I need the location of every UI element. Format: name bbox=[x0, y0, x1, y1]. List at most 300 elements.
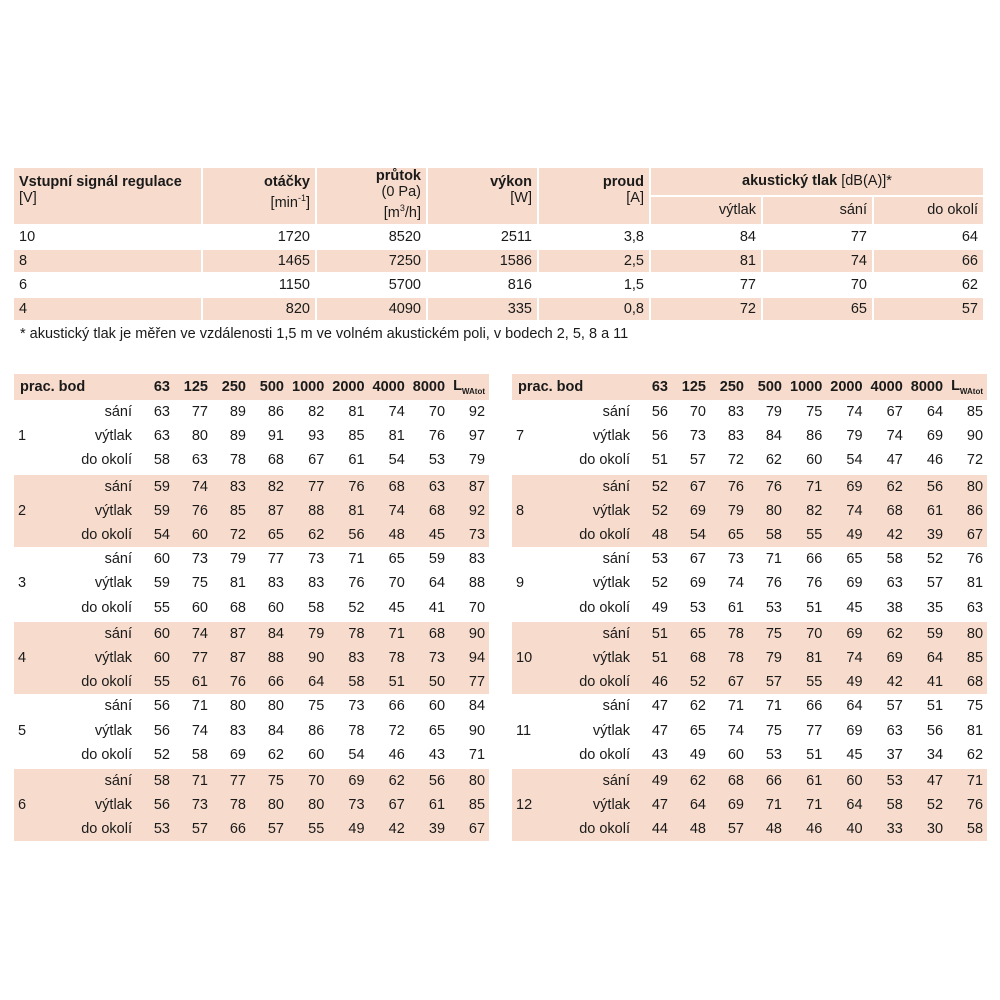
octave-header-band: 4000 bbox=[867, 374, 907, 400]
performance-row bbox=[14, 274, 986, 296]
performance-cell-flow: 7250 bbox=[317, 250, 426, 272]
octave-value: 83 bbox=[308, 575, 325, 592]
octave-value: 53 bbox=[428, 452, 446, 469]
octave-row-label: výtlak bbox=[60, 793, 136, 817]
octave-row bbox=[14, 424, 489, 448]
performance-cell-amp: 3,8 bbox=[623, 229, 644, 245]
performance-cell-vytlak: 81 bbox=[651, 250, 761, 272]
octave-value: 46 bbox=[926, 452, 944, 469]
octave-value: 37 bbox=[886, 746, 903, 763]
performance-cell-sani: 77 bbox=[850, 229, 867, 245]
octave-value: 66 bbox=[748, 767, 786, 793]
octave-row-label: do okolí bbox=[579, 746, 630, 763]
octave-value: 78 bbox=[229, 452, 246, 469]
octave-value: 83 bbox=[727, 428, 744, 445]
header-acoustic-vytlak: výtlak bbox=[651, 197, 761, 224]
octave-value: 91 bbox=[267, 428, 284, 445]
octave-value: 60 bbox=[727, 746, 744, 763]
octave-value: 53 bbox=[689, 599, 706, 616]
octave-value: 45 bbox=[388, 599, 405, 616]
octave-value: 62 bbox=[966, 746, 984, 763]
performance-cell-power: 1586 bbox=[428, 250, 537, 272]
working-point: 10 bbox=[512, 620, 558, 695]
octave-row-label: výtlak bbox=[558, 499, 634, 523]
octave-row bbox=[512, 817, 987, 841]
octave-value: 49 bbox=[689, 746, 706, 763]
octave-value: 62 bbox=[867, 473, 907, 499]
octave-value: 78 bbox=[328, 620, 368, 646]
octave-value: 64 bbox=[672, 793, 710, 817]
octave-value: 74 bbox=[191, 722, 208, 739]
octave-row-label: do okolí bbox=[558, 523, 634, 547]
octave-value: 51 bbox=[806, 599, 823, 616]
octave-value: 48 bbox=[672, 817, 710, 841]
octave-value: 79 bbox=[765, 404, 782, 421]
octave-value: 85 bbox=[966, 404, 984, 421]
octave-row bbox=[14, 670, 489, 694]
header-flow-sub: (0 Pa) bbox=[381, 184, 421, 200]
octave-value: 53 bbox=[867, 767, 907, 793]
octave-value: 51 bbox=[926, 698, 944, 715]
octave-header-band: 8000 bbox=[907, 374, 947, 400]
octave-row bbox=[512, 793, 987, 817]
octave-value: 42 bbox=[867, 523, 907, 547]
octave-value: 48 bbox=[634, 523, 672, 547]
working-point: 2 bbox=[14, 473, 60, 548]
octave-row bbox=[512, 547, 987, 571]
octave-value: 90 bbox=[966, 428, 984, 445]
octave-value: 60 bbox=[153, 551, 170, 568]
octave-header-band: 63 bbox=[136, 374, 174, 400]
octave-value: 30 bbox=[907, 817, 947, 841]
octave-value: 56 bbox=[926, 722, 944, 739]
performance-cell-flow: 4090 bbox=[317, 298, 426, 320]
octave-value: 71 bbox=[765, 698, 782, 715]
header-acoustic-okoli: do okolí bbox=[874, 197, 983, 224]
octave-value: 56 bbox=[409, 767, 449, 793]
octave-value: 75 bbox=[250, 767, 288, 793]
octave-value: 67 bbox=[947, 523, 987, 547]
octave-row bbox=[512, 499, 987, 523]
octave-value: 78 bbox=[348, 722, 365, 739]
octave-value: 44 bbox=[634, 817, 672, 841]
header-acoustic-title: akustický tlak [dB(A)]* bbox=[651, 168, 983, 195]
octave-row bbox=[512, 767, 987, 793]
octave-row bbox=[14, 571, 489, 595]
performance-cell-vytlak: 72 bbox=[651, 298, 761, 320]
octave-row-label: do okolí bbox=[60, 523, 136, 547]
performance-cell-okoli: 64 bbox=[961, 229, 978, 245]
octave-value: 75 bbox=[308, 698, 325, 715]
octave-value: 76 bbox=[806, 575, 823, 592]
octave-value: 69 bbox=[826, 473, 866, 499]
performance-header-row bbox=[14, 168, 986, 224]
octave-row bbox=[14, 743, 489, 767]
octave-row bbox=[14, 646, 489, 670]
octave-value: 87 bbox=[212, 620, 250, 646]
octave-value: 75 bbox=[966, 698, 984, 715]
octave-value: 81 bbox=[229, 575, 246, 592]
octave-value: 65 bbox=[710, 523, 748, 547]
octave-value: 60 bbox=[267, 599, 284, 616]
performance-cell-v: 4 bbox=[14, 298, 201, 320]
octave-value: 49 bbox=[634, 767, 672, 793]
octave-value: 75 bbox=[748, 620, 786, 646]
performance-table bbox=[14, 168, 986, 322]
octave-value: 55 bbox=[786, 523, 826, 547]
octave-value: 81 bbox=[966, 722, 984, 739]
octave-value: 54 bbox=[846, 452, 863, 469]
octave-value: 69 bbox=[672, 499, 710, 523]
octave-value: 57 bbox=[926, 575, 944, 592]
octave-row-label: do okolí bbox=[60, 817, 136, 841]
octave-value: 78 bbox=[369, 646, 409, 670]
octave-header-band: 1000 bbox=[786, 374, 826, 400]
octave-value: 73 bbox=[174, 793, 212, 817]
octave-value: 52 bbox=[153, 746, 170, 763]
octave-value: 87 bbox=[250, 499, 288, 523]
octave-value: 81 bbox=[786, 646, 826, 670]
octave-value: 61 bbox=[786, 767, 826, 793]
octave-value: 55 bbox=[136, 670, 174, 694]
octave-row bbox=[14, 523, 489, 547]
working-point: 9 bbox=[516, 575, 525, 592]
performance-cell-rpm: 1465 bbox=[203, 250, 315, 272]
octave-value: 52 bbox=[907, 793, 947, 817]
octave-value: 59 bbox=[153, 575, 170, 592]
octave-table-right bbox=[512, 374, 987, 841]
octave-value: 69 bbox=[826, 620, 866, 646]
octave-value: 80 bbox=[449, 767, 489, 793]
octave-value: 68 bbox=[229, 599, 246, 616]
octave-value: 47 bbox=[907, 767, 947, 793]
octave-value: 42 bbox=[369, 817, 409, 841]
octave-value: 79 bbox=[846, 428, 863, 445]
octave-value: 73 bbox=[449, 523, 489, 547]
octave-value: 71 bbox=[468, 746, 486, 763]
octave-value: 79 bbox=[748, 646, 786, 670]
performance-cell-power: 2511 bbox=[500, 229, 532, 245]
octave-header-row bbox=[512, 374, 987, 400]
performance-cell-sani: 70 bbox=[850, 277, 867, 293]
header-power bbox=[428, 168, 537, 224]
octave-value: 64 bbox=[428, 575, 446, 592]
octave-value: 47 bbox=[634, 793, 672, 817]
octave-header-band: 1000 bbox=[288, 374, 328, 400]
octave-value: 73 bbox=[328, 793, 368, 817]
octave-value: 56 bbox=[153, 722, 170, 739]
octave-value: 54 bbox=[672, 523, 710, 547]
octave-value: 64 bbox=[907, 646, 947, 670]
octave-value: 53 bbox=[765, 599, 782, 616]
octave-value: 79 bbox=[229, 551, 246, 568]
performance-cell-vytlak: 77 bbox=[739, 277, 756, 293]
performance-cell-rpm: 1150 bbox=[278, 277, 310, 293]
octave-value: 72 bbox=[727, 452, 744, 469]
octave-value: 83 bbox=[212, 473, 250, 499]
octave-row-label: sání bbox=[602, 404, 630, 421]
octave-row-label: výtlak bbox=[60, 499, 136, 523]
octave-value: 65 bbox=[428, 722, 446, 739]
performance-row bbox=[14, 250, 986, 272]
octave-value: 66 bbox=[250, 670, 288, 694]
octave-row-label: do okolí bbox=[81, 452, 132, 469]
octave-value: 86 bbox=[267, 404, 284, 421]
performance-row bbox=[14, 226, 986, 248]
octave-value: 90 bbox=[449, 620, 489, 646]
performance-cell-v: 6 bbox=[19, 277, 28, 293]
octave-value: 47 bbox=[651, 698, 668, 715]
octave-value: 52 bbox=[926, 551, 944, 568]
octave-value: 55 bbox=[153, 599, 170, 616]
performance-cell-v: 10 bbox=[19, 229, 36, 245]
octave-value: 77 bbox=[449, 670, 489, 694]
octave-value: 88 bbox=[468, 575, 486, 592]
octave-value: 84 bbox=[250, 620, 288, 646]
octave-value: 48 bbox=[369, 523, 409, 547]
octave-value: 54 bbox=[388, 452, 405, 469]
octave-value: 72 bbox=[212, 523, 250, 547]
octave-value: 74 bbox=[388, 404, 405, 421]
header-current-unit: [A] bbox=[626, 190, 644, 206]
header-current-title: proud bbox=[602, 174, 644, 190]
working-point: 5 bbox=[18, 722, 27, 739]
octave-value: 85 bbox=[947, 646, 987, 670]
octave-value: 68 bbox=[267, 452, 284, 469]
octave-value: 68 bbox=[672, 646, 710, 670]
octave-value: 82 bbox=[786, 499, 826, 523]
octave-value: 61 bbox=[409, 793, 449, 817]
octave-value: 72 bbox=[966, 452, 984, 469]
octave-row-label: sání bbox=[602, 551, 630, 568]
octave-value: 61 bbox=[174, 670, 212, 694]
octave-header-band: 250 bbox=[212, 374, 250, 400]
octave-value: 82 bbox=[308, 404, 325, 421]
octave-value: 55 bbox=[786, 670, 826, 694]
performance-row bbox=[14, 298, 986, 320]
octave-value: 69 bbox=[328, 767, 368, 793]
octave-value: 68 bbox=[947, 670, 987, 694]
octave-value: 62 bbox=[689, 698, 706, 715]
octave-header-band: 125 bbox=[174, 374, 212, 400]
octave-value: 43 bbox=[651, 746, 668, 763]
octave-value: 78 bbox=[212, 793, 250, 817]
octave-table-left bbox=[14, 374, 489, 841]
octave-row bbox=[14, 473, 489, 499]
octave-value: 63 bbox=[153, 404, 170, 421]
octave-row bbox=[14, 694, 489, 718]
octave-value: 73 bbox=[308, 551, 325, 568]
octave-value: 74 bbox=[846, 404, 863, 421]
octave-row bbox=[512, 743, 987, 767]
octave-row-label: sání bbox=[104, 404, 132, 421]
octave-value: 71 bbox=[348, 551, 365, 568]
octave-value: 62 bbox=[867, 620, 907, 646]
octave-value: 59 bbox=[136, 473, 174, 499]
header-power-title: výkon bbox=[490, 174, 532, 190]
octave-row bbox=[14, 817, 489, 841]
octave-value: 65 bbox=[689, 722, 706, 739]
octave-value: 79 bbox=[468, 452, 486, 469]
octave-value: 34 bbox=[926, 746, 944, 763]
octave-value: 71 bbox=[727, 698, 744, 715]
octave-row bbox=[512, 646, 987, 670]
octave-value: 87 bbox=[449, 473, 489, 499]
octave-value: 75 bbox=[191, 575, 208, 592]
octave-value: 46 bbox=[634, 670, 672, 694]
octave-row-label: sání bbox=[104, 698, 132, 715]
octave-row-label: výtlak bbox=[592, 722, 630, 739]
octave-value: 52 bbox=[634, 473, 672, 499]
octave-value: 53 bbox=[136, 817, 174, 841]
octave-value: 56 bbox=[328, 523, 368, 547]
working-point: 1 bbox=[18, 428, 27, 445]
octave-row bbox=[14, 596, 489, 620]
octave-value: 80 bbox=[191, 428, 208, 445]
header-current bbox=[539, 168, 649, 224]
octave-value: 71 bbox=[786, 473, 826, 499]
octave-row-label: sání bbox=[558, 620, 634, 646]
octave-row-label: výtlak bbox=[592, 575, 630, 592]
octave-value: 92 bbox=[449, 499, 489, 523]
octave-value: 56 bbox=[651, 404, 668, 421]
octave-value: 45 bbox=[846, 599, 863, 616]
octave-row bbox=[512, 718, 987, 742]
footnote: * akustický tlak je měřen ve vzdálenosti 1,5 m ve volném akustickém poli, v bodech 2, 5, 8 a 11 bbox=[20, 326, 629, 342]
octave-row-label: do okolí bbox=[558, 670, 634, 694]
octave-value: 51 bbox=[634, 646, 672, 670]
octave-row-label: výtlak bbox=[592, 428, 630, 445]
octave-row-label: sání bbox=[60, 473, 136, 499]
octave-row bbox=[512, 596, 987, 620]
octave-value: 58 bbox=[886, 551, 903, 568]
octave-value: 69 bbox=[689, 575, 706, 592]
performance-cell-sani: 74 bbox=[763, 250, 872, 272]
octave-value: 54 bbox=[348, 746, 365, 763]
octave-header-band: 125 bbox=[672, 374, 710, 400]
octave-header-band: 500 bbox=[748, 374, 786, 400]
octave-value: 76 bbox=[710, 473, 748, 499]
octave-value: 67 bbox=[369, 793, 409, 817]
performance-cell-rpm: 1720 bbox=[277, 229, 310, 245]
octave-value: 88 bbox=[250, 646, 288, 670]
octave-header-row bbox=[14, 374, 489, 400]
octave-header-band: 2000 bbox=[328, 374, 368, 400]
octave-value: 62 bbox=[369, 767, 409, 793]
octave-row-label: sání bbox=[602, 698, 630, 715]
octave-value: 68 bbox=[409, 620, 449, 646]
octave-value: 74 bbox=[727, 575, 744, 592]
octave-value: 76 bbox=[748, 473, 786, 499]
octave-value: 41 bbox=[428, 599, 446, 616]
octave-value: 88 bbox=[288, 499, 328, 523]
octave-value: 57 bbox=[689, 452, 706, 469]
octave-value: 45 bbox=[846, 746, 863, 763]
octave-value: 58 bbox=[308, 599, 325, 616]
octave-value: 64 bbox=[288, 670, 328, 694]
octave-value: 58 bbox=[947, 817, 987, 841]
octave-value: 63 bbox=[153, 428, 170, 445]
header-acoustic-sani: sání bbox=[763, 197, 872, 224]
octave-value: 52 bbox=[651, 575, 668, 592]
octave-value: 77 bbox=[288, 473, 328, 499]
performance-cell-amp: 0,8 bbox=[539, 298, 649, 320]
octave-value: 51 bbox=[369, 670, 409, 694]
octave-header-band: 8000 bbox=[409, 374, 449, 400]
octave-value: 51 bbox=[634, 620, 672, 646]
octave-row-label: výtlak bbox=[558, 793, 634, 817]
octave-value: 57 bbox=[886, 698, 903, 715]
octave-value: 58 bbox=[153, 452, 170, 469]
octave-value: 81 bbox=[328, 499, 368, 523]
octave-value: 70 bbox=[388, 575, 405, 592]
octave-row-label: výtlak bbox=[94, 575, 132, 592]
octave-value: 67 bbox=[689, 551, 706, 568]
octave-header-lwatot: $L_{WAtot}$ bbox=[449, 374, 489, 400]
octave-value: 33 bbox=[867, 817, 907, 841]
octave-value: 71 bbox=[174, 767, 212, 793]
octave-value: 83 bbox=[468, 551, 486, 568]
header-signal bbox=[14, 168, 201, 224]
octave-row-label: do okolí bbox=[81, 746, 132, 763]
octave-value: 74 bbox=[727, 722, 744, 739]
octave-value: 77 bbox=[191, 404, 208, 421]
octave-header-band: 4000 bbox=[369, 374, 409, 400]
octave-value: 58 bbox=[748, 523, 786, 547]
octave-value: 75 bbox=[765, 722, 782, 739]
octave-row bbox=[14, 718, 489, 742]
octave-value: 48 bbox=[748, 817, 786, 841]
octave-value: 73 bbox=[348, 698, 365, 715]
octave-value: 55 bbox=[288, 817, 328, 841]
octave-value: 59 bbox=[136, 499, 174, 523]
octave-value: 82 bbox=[250, 473, 288, 499]
octave-value: 60 bbox=[174, 523, 212, 547]
octave-value: 84 bbox=[267, 722, 284, 739]
octave-value: 66 bbox=[212, 817, 250, 841]
octave-row bbox=[512, 694, 987, 718]
octave-value: 35 bbox=[926, 599, 944, 616]
octave-value: 70 bbox=[288, 767, 328, 793]
octave-value: 76 bbox=[212, 670, 250, 694]
octave-value: 76 bbox=[966, 551, 984, 568]
octave-value: 93 bbox=[308, 428, 325, 445]
octave-row bbox=[14, 767, 489, 793]
header-flow-title: průtok bbox=[375, 168, 421, 184]
octave-value: 60 bbox=[806, 452, 823, 469]
octave-value: 52 bbox=[348, 599, 365, 616]
octave-value: 65 bbox=[250, 523, 288, 547]
octave-value: 97 bbox=[468, 428, 486, 445]
octave-row bbox=[14, 620, 489, 646]
octave-value: 57 bbox=[710, 817, 748, 841]
octave-value: 71 bbox=[786, 793, 826, 817]
octave-value: 41 bbox=[907, 670, 947, 694]
octave-row-label: výtlak bbox=[94, 722, 132, 739]
header-speed-unit: $[\min^{-1}]$ bbox=[270, 193, 310, 211]
octave-value: 66 bbox=[806, 551, 823, 568]
octave-value: 69 bbox=[846, 722, 863, 739]
octave-row bbox=[512, 620, 987, 646]
octave-value: 67 bbox=[449, 817, 489, 841]
octave-value: 75 bbox=[806, 404, 823, 421]
octave-value: 51 bbox=[651, 452, 668, 469]
octave-value: 76 bbox=[765, 575, 782, 592]
octave-value: 65 bbox=[846, 551, 863, 568]
octave-value: 46 bbox=[388, 746, 405, 763]
octave-row bbox=[512, 448, 987, 472]
octave-value: 43 bbox=[428, 746, 446, 763]
